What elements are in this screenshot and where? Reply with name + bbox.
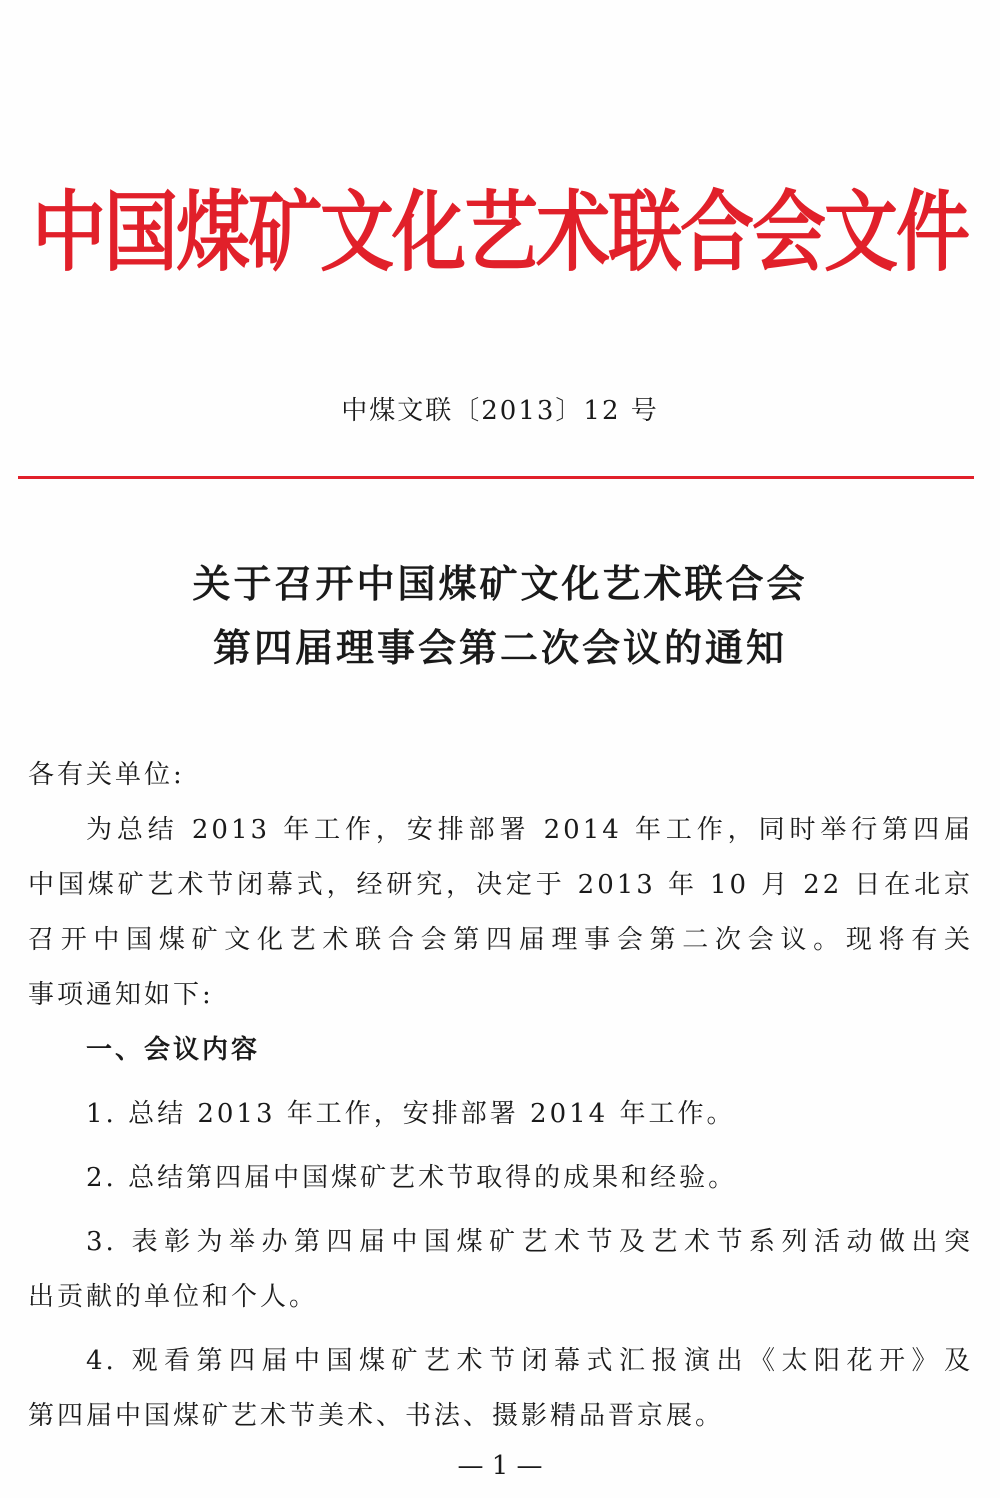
notice-body	[28, 748, 973, 1444]
list-item-3-line-2: 出贡献的单位和个人。	[28, 1282, 319, 1312]
notice-title-line-1: 关于召开中国煤矿文化艺术联合会	[192, 561, 808, 606]
red-letterhead-title: 中国煤矿文化艺术联合会文件	[32, 182, 968, 284]
red-divider-line	[18, 476, 974, 479]
section-heading-meeting-content: 一、会议内容	[86, 1035, 261, 1065]
document-number: 中煤文联〔2013〕12 号	[341, 396, 659, 426]
list-item-3-line-1: 3. 表彰为举办第四届中国煤矿艺术节及艺术节系列活动做出突	[86, 1227, 973, 1257]
list-item-1: 1. 总结 2013 年工作，安排部署 2014 年工作。	[86, 1099, 736, 1129]
list-item-2: 2. 总结第四届中国煤矿艺术节取得的成果和经验。	[86, 1163, 738, 1193]
notice-title	[0, 552, 1000, 680]
intro-line-4: 事项通知如下:	[28, 980, 214, 1010]
salutation: 各有关单位:	[28, 760, 185, 790]
intro-line-3: 召开中国煤矿文化艺术联合会第四届理事会第二次会议。现将有关	[28, 925, 973, 955]
notice-title-line-2: 第四届理事会第二次会议的通知	[212, 625, 787, 670]
page-number: — 1 —	[457, 1451, 543, 1481]
list-item-4-line-1: 4. 观看第四届中国煤矿艺术节闭幕式汇报演出《太阳花开》及	[86, 1346, 973, 1376]
intro-line-2: 中国煤矿艺术节闭幕式，经研究，决定于 2013 年 10 月 22 日在北京	[28, 870, 973, 900]
intro-line-1: 为总结 2013 年工作，安排部署 2014 年工作，同时举行第四届	[86, 815, 973, 845]
list-item-4-line-2: 第四届中国煤矿艺术节美术、书法、摄影精品晋京展。	[28, 1401, 725, 1431]
